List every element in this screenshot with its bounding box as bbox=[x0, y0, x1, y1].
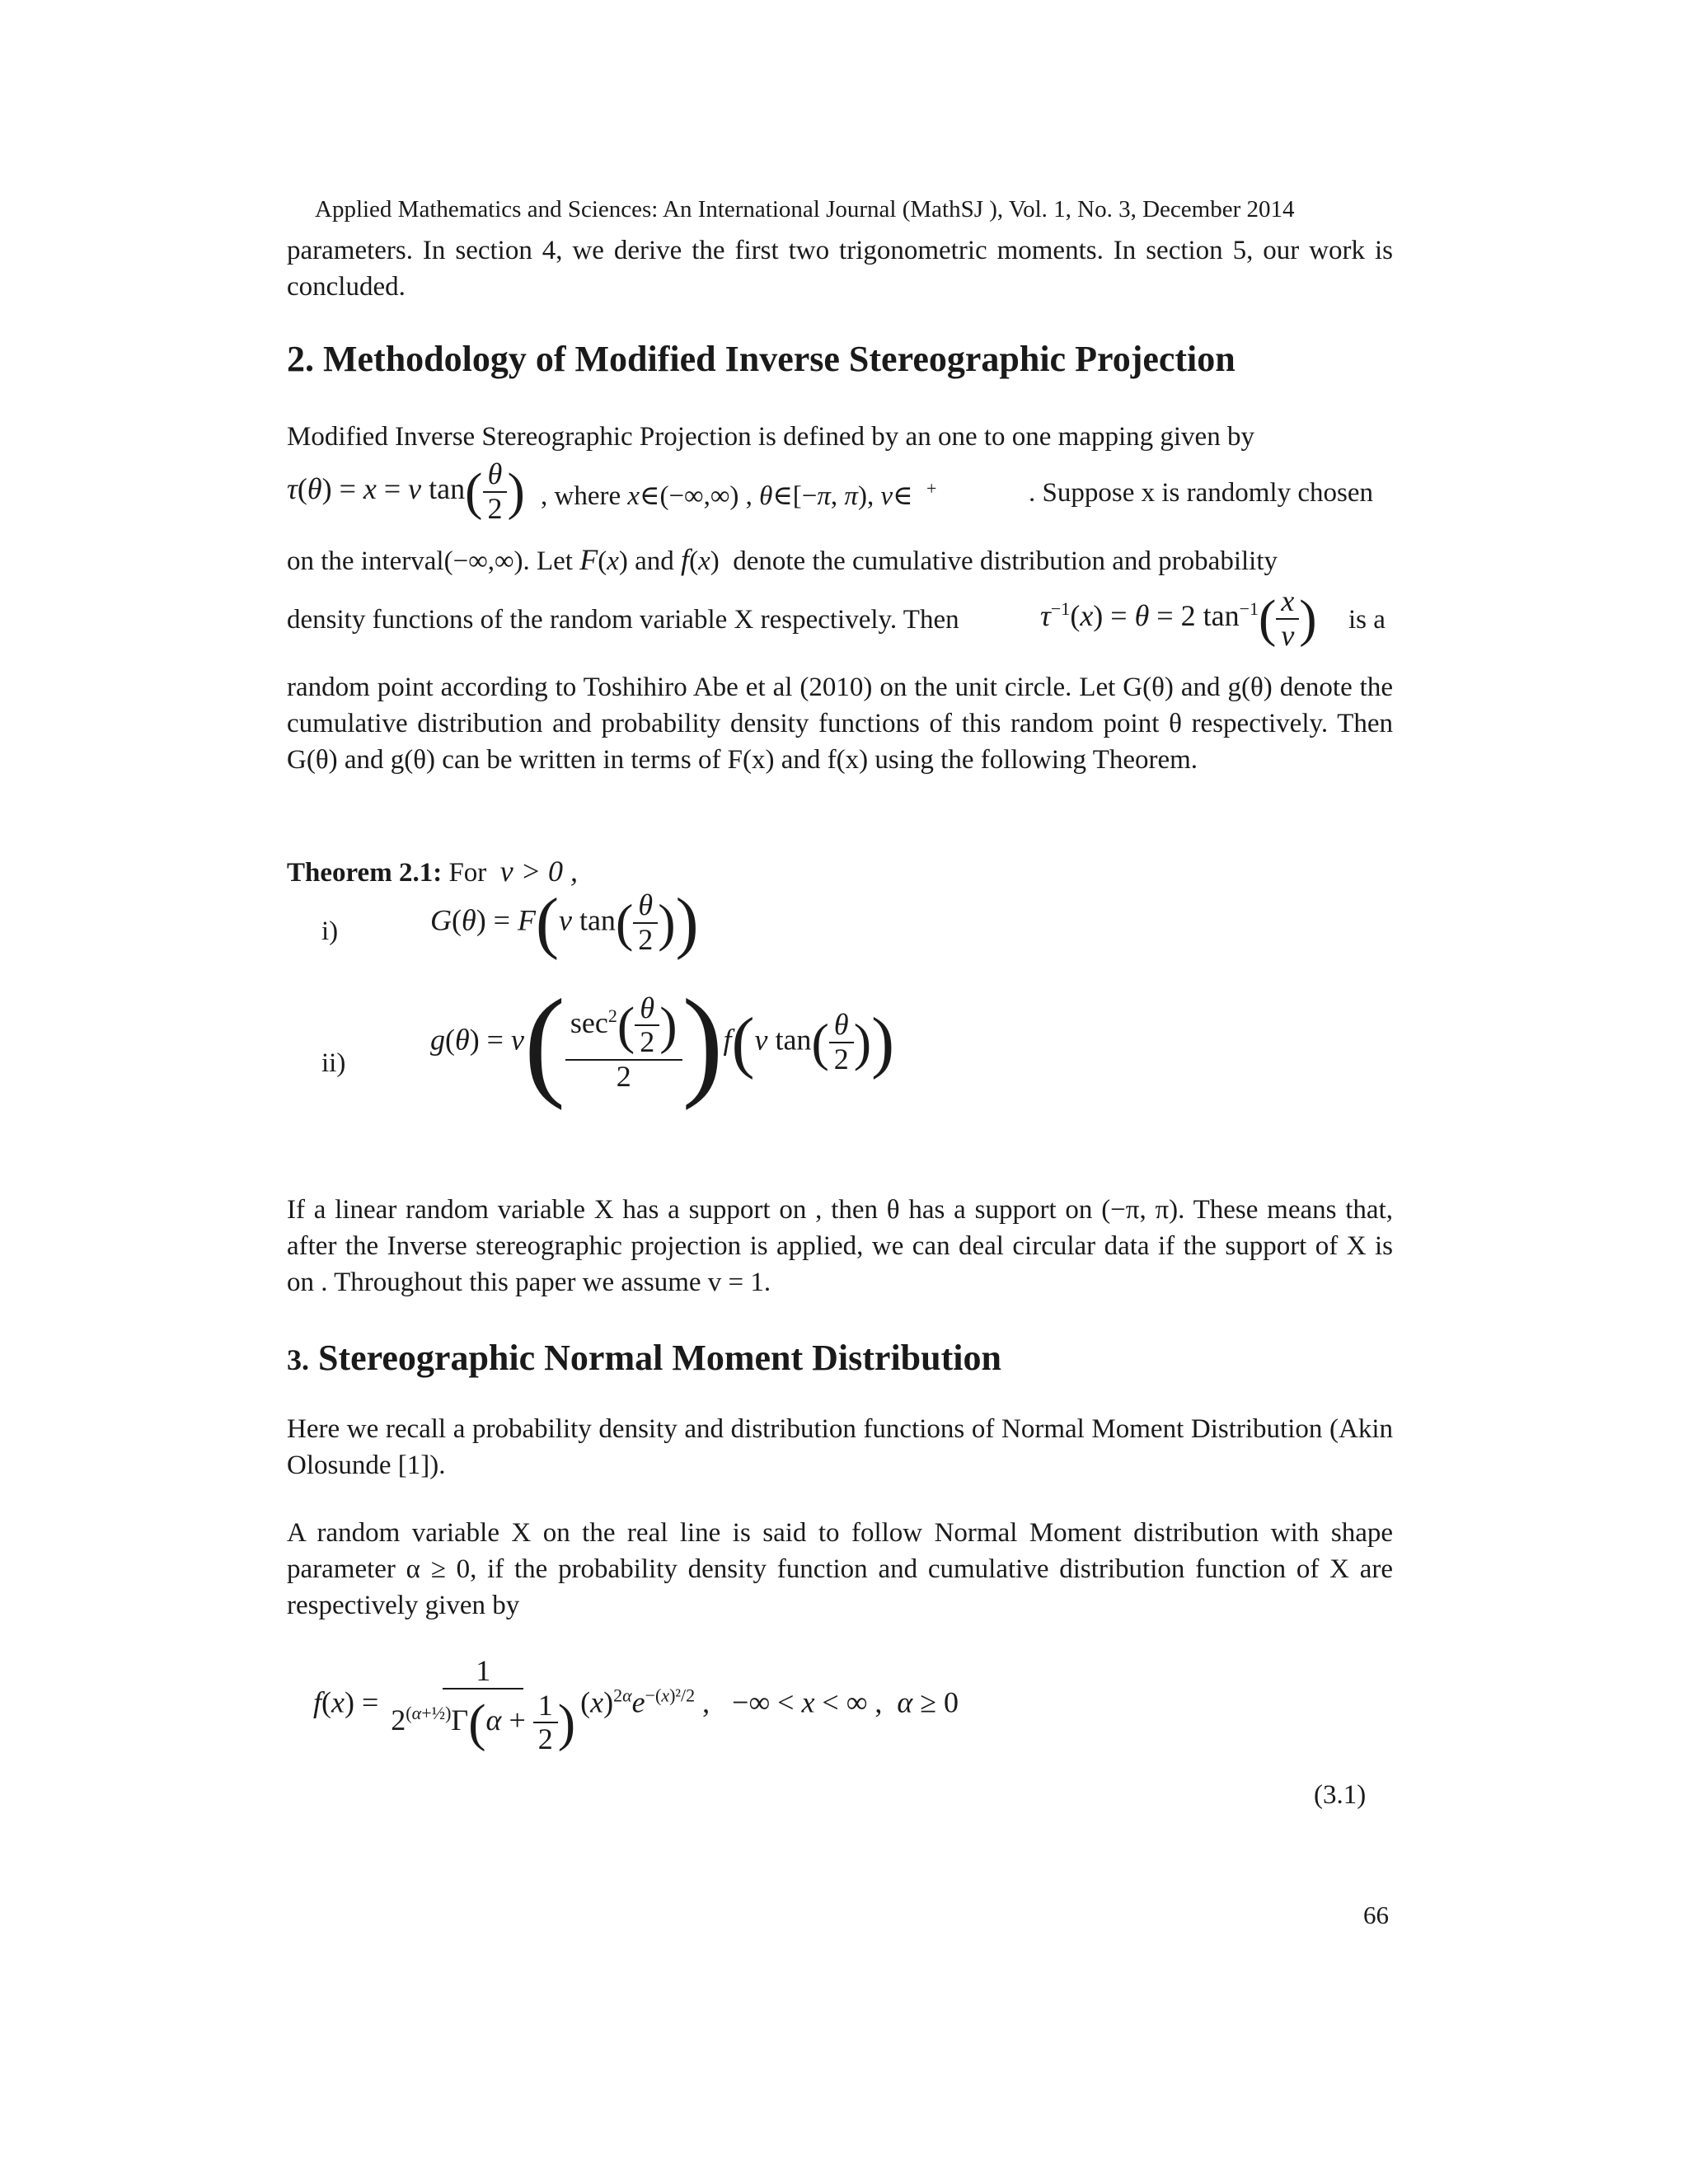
inverse-tau-equation: $\tau^{-1}(x) = \theta = 2$ $\tan^{-1}$( $\frac{x}{\nu}$ ) bbox=[1040, 584, 1317, 652]
section-2-title: Methodology of Modified Inverse Stereographic Projection bbox=[323, 339, 1236, 379]
item-i-label: i) bbox=[321, 916, 339, 946]
density-line-text: density functions of the random variable X respectively. Then bbox=[287, 605, 959, 635]
equation-G: G(θ) = F(ν tan( $\frac{\theta}{2}$ )) bbox=[430, 884, 699, 961]
equation-3-1-label: (3.1) bbox=[1314, 1780, 1367, 1810]
interval-line: on the interval(−∞,∞). Let F(x) and f(x) denote the cumulative distribution and probability bbox=[287, 543, 1278, 576]
where-clause: , where x∈(−∞,∞) , θ∈[−π, π), v∈ + bbox=[541, 478, 937, 511]
item-ii-label: ii) bbox=[321, 1048, 346, 1078]
theorem-line: Theorem 2.1: For v > 0 , bbox=[287, 855, 579, 888]
section-2-paragraph-5: If a linear random variable X has a support on , then θ has a support on (−π, π). These means that, after the Inverse stereographic projection is applied, we can deal circular data if the support of X is on . Throughout this paper we assume v = 1. bbox=[287, 1195, 1393, 1297]
section-2-number: 2. bbox=[287, 339, 314, 379]
intro-paragraph: parameters. In section 4, we derive the first two trigonometric moments. In section 5, our work is concluded. bbox=[287, 236, 1393, 302]
running-header: Applied Mathematics and Sciences: An International Journal (MathSJ ), Vol. 1, No. 3, December 2014 bbox=[315, 196, 1295, 223]
suppose-text: . Suppose x is randomly chosen bbox=[1029, 478, 1373, 508]
section-3-number: 3. bbox=[287, 1343, 309, 1376]
equation-g: g(θ) = ν( $\sec^2$( $\frac{\theta}{2}$ ) 2 )f(ν tan( $\frac{\theta}{2}$ )) bbox=[430, 974, 895, 1111]
section-2-heading bbox=[287, 338, 1236, 380]
page-number: 66 bbox=[1363, 1900, 1389, 1929]
section-2-paragraph-1a: Modified Inverse Stereographic Projection is defined by an one to one mapping given by bbox=[287, 422, 1254, 452]
section-3-paragraph-1: Here we recall a probability density and distribution functions of Normal Moment Distribution (Akin Olosunde [1]). bbox=[287, 1414, 1393, 1480]
is-a-text: is a bbox=[1348, 605, 1386, 635]
section-3-heading bbox=[287, 1337, 1001, 1379]
section-3-title: Stereographic Normal Moment Distribution bbox=[318, 1338, 1001, 1378]
tau-equation: τ(θ) = x = ν tan( $\frac{\theta}{2}$ ) bbox=[287, 457, 525, 525]
theorem-label: Theorem 2.1: bbox=[287, 858, 443, 888]
equation-3-1: f(x) = 1 $2^{(\alpha+\frac{1}{2})}\Gamma(\alpha$ + $\frac{1}{2}$ ) $(x)^{2\alpha}e^{-(x)^2/2}$ , −∞ < x < ∞ , α ≥ 0 bbox=[313, 1654, 959, 1756]
section-3-paragraph-2: A random variable X on the real line is said to follow Normal Moment distribution with shape parameter α ≥ 0, if the probability density function and cumulative distribution function of X are respectively given by bbox=[287, 1518, 1393, 1620]
section-2-paragraph-4: random point according to Toshihiro Abe et al (2010) on the unit circle. Let G(θ) and g(θ) denote the cumulative distribution and probability density functions of this random point θ respectively. Then G(θ) and g(θ) can be written in terms of F(x) and f(x) using the following Theorem. bbox=[287, 673, 1393, 775]
